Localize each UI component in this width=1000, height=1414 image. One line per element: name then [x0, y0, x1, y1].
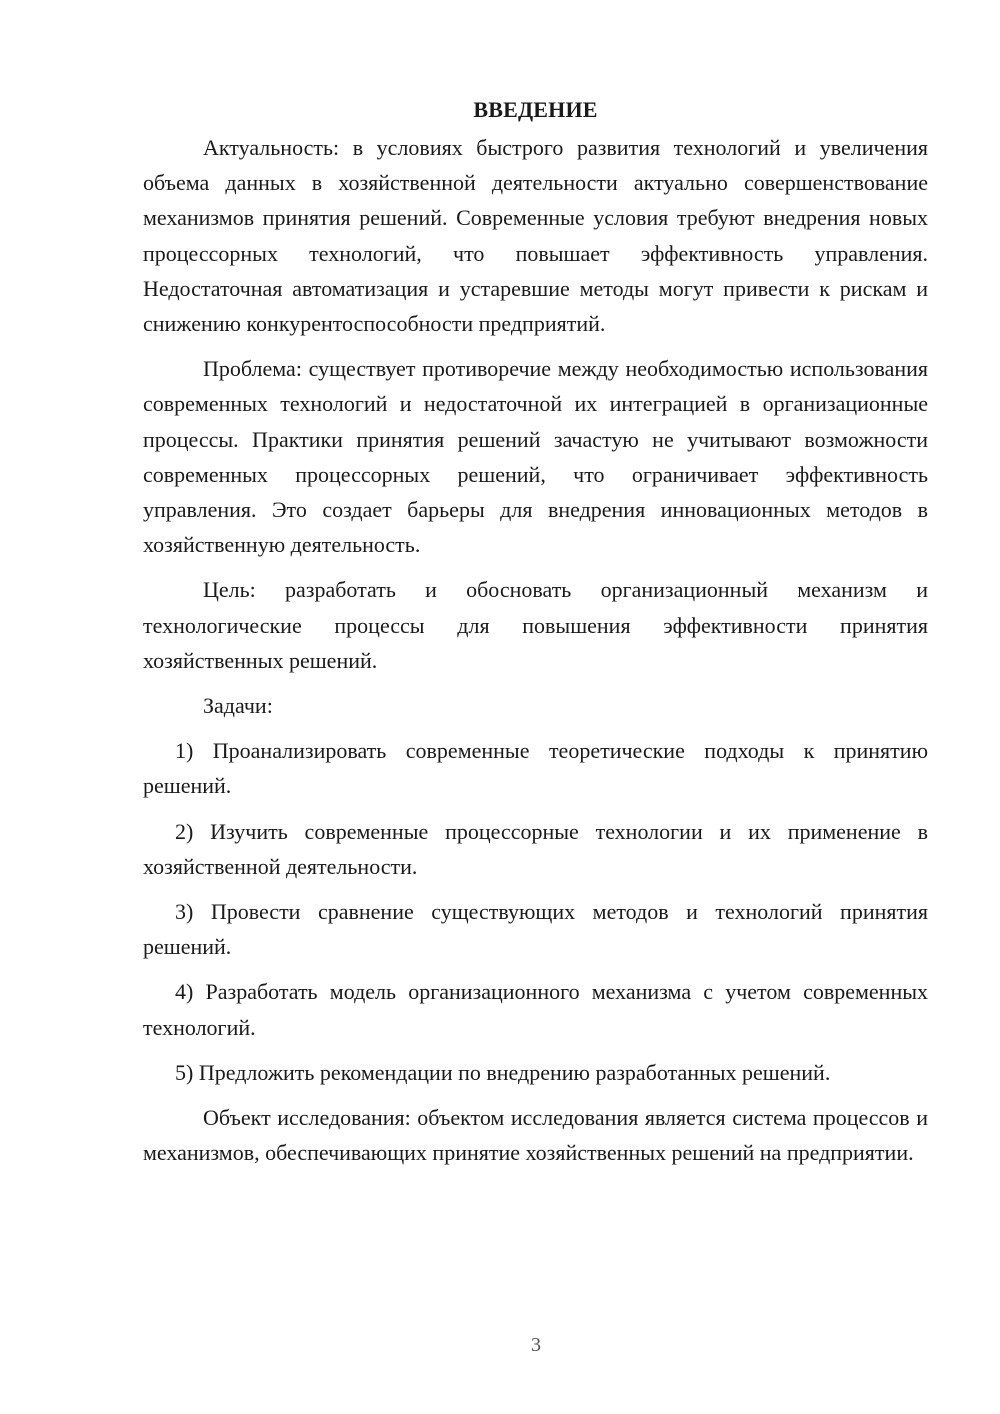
relevance-paragraph: Актуальность: в условиях быстрого развития технологий и увеличения объема данных в хозяйственной деятельности актуально совершенствование механизмов принятия решений. Современные условия требуют внедрения новых процессорных технологий, что повышает эффективность управления. Недостаточная автоматизация и устаревшие методы могут привести к рискам и снижению конкурентоспособности предприятий. — [143, 135, 928, 337]
goal-paragraph: Цель: разработать и обосновать организационный механизм и технологические процессы для повышения эффективности принятия хозяйственных решений. — [143, 577, 928, 673]
task-item-4: 4) Разработать модель организационного механизма с учетом современных технологий. — [143, 979, 928, 1040]
object-paragraph: Объект исследования: объектом исследования является система процессов и механизмов, обеспечивающих принятие хозяйственных решений на предприятии. — [143, 1105, 928, 1166]
task-item-3: 3) Провести сравнение существующих методов и технологий принятия решений. — [143, 899, 928, 960]
section-title: ВВЕДЕНИЕ — [473, 97, 598, 122]
page-number: 3 — [531, 1334, 541, 1356]
task-item-1: 1) Проанализировать современные теоретические подходы к принятию решений. — [143, 738, 928, 799]
document-body — [143, 92, 928, 1170]
tasks-heading: Задачи: — [203, 693, 273, 719]
task-item-5: 5) Предложить рекомендации по внедрению разработанных решений. — [175, 1059, 831, 1085]
problem-paragraph: Проблема: существует противоречие между необходимостью использования современных технологий и недостаточной их интеграцией в организационные процессы. Практики принятия решений зачастую не учитывают возможности современных процессорных решений, что ограничивает эффективность управления. Это создает барьеры для внедрения инновационных методов в хозяйственную деятельность. — [143, 356, 928, 558]
task-item-2: 2) Изучить современные процессорные технологии и их применение в хозяйственной деятельности. — [143, 818, 928, 879]
